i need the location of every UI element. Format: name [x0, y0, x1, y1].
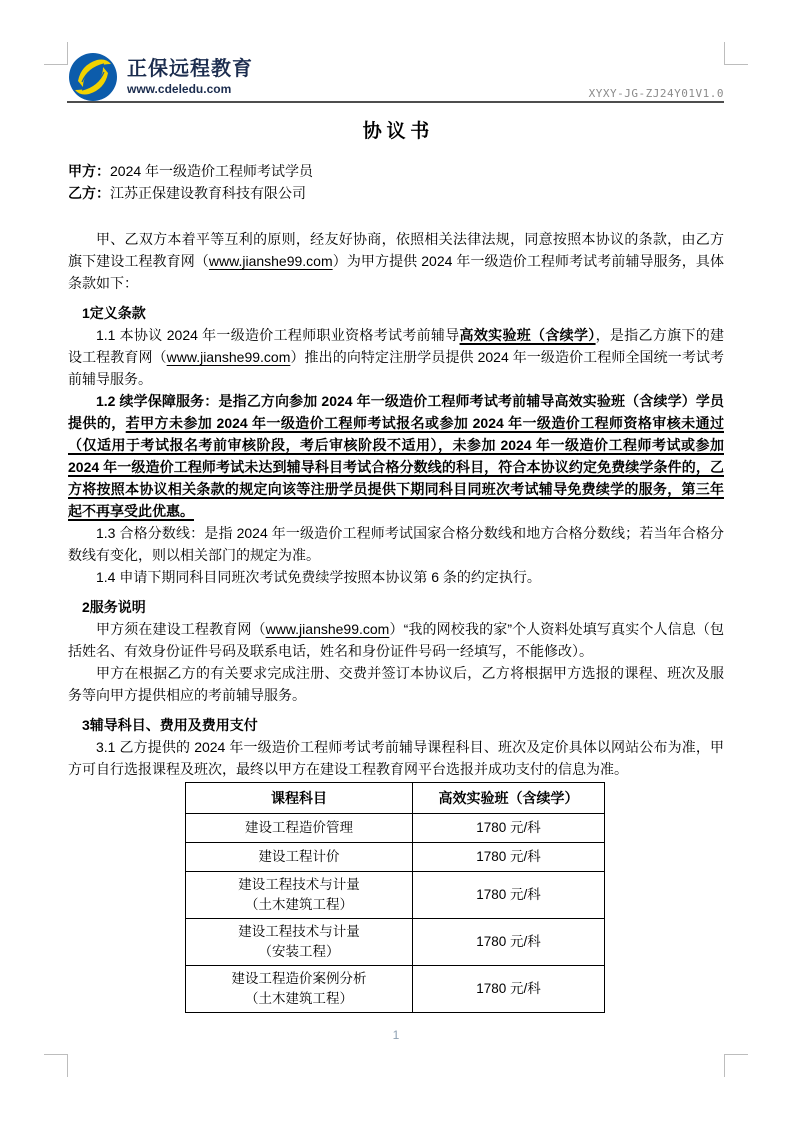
text-run: 3.1 乙方提供的 2024 年一级造价工程师考试考前辅导课程科目、班次及定价具体以网站公布为准，甲方可自行选报课程及班次，最终以甲方在建设工程教育网平台选报并成功支付的信息为准。 [68, 739, 724, 777]
text-run: 若甲方未参加 2024 年一级造价工程师考试报名或参加 2024 年一级造价工程师资格审核未通过（仅适用于考试报名考前审核阶段，考后审核阶段不适用），未参加 2024 年一级造价工程师考试或参加 2024 年一级造价工程师考试未达到辅导科目考试合格分数线的科目，符合本协议约定免费续学条件的，乙方将按照本协议相关条款的规定向该等注册学员提供下期同科目同班次考试辅导免费续学的服务，第三年起不再享受此优惠。 [68, 415, 724, 519]
crop-mark-bottom-right [724, 1054, 748, 1077]
party-a-label: 甲方： [68, 163, 110, 179]
column-header-class: 高效实验班（含续学） [413, 783, 605, 814]
paragraph [68, 522, 724, 566]
text-run: 1.3 合格分数线：是指 2024 年一级造价工程师考试国家合格分数线和地方合格分数线；若当年合格分数线有变化，则以相关部门的规定为准。 [68, 525, 724, 563]
paragraph [68, 736, 724, 780]
parties-block [68, 160, 724, 204]
text-run: 甲方在根据乙方的有关要求完成注册、交费并签订本协议后，乙方将根据甲方选报的课程、班次及服务等向甲方提供相应的考前辅导服务。 [68, 665, 724, 703]
course-price-cell: 1780 元/科 [413, 872, 605, 919]
section-heading [68, 596, 724, 618]
brand-logo [68, 52, 253, 102]
text-run: www.jianshe99.com [208, 253, 333, 269]
course-price-cell: 1780 元/科 [413, 919, 605, 966]
party-a-line [68, 160, 724, 182]
course-subject-line: （土木建筑工程） [245, 991, 353, 1006]
table-row [186, 814, 605, 843]
course-subject-cell [186, 872, 413, 919]
document-title: 协 议 书 [362, 121, 430, 142]
course-subject-line: 建设工程造价管理 [245, 820, 353, 835]
paragraph [68, 390, 724, 522]
paragraph [68, 618, 724, 662]
text-run: ）为甲方提供 2024 年一级造价工程师考试考前辅导服务，具体条款如下： [68, 253, 724, 291]
table-row [186, 919, 605, 966]
course-subject-line: 建设工程技术与计量 [238, 924, 360, 939]
text-run: 1.2 续学保障服务：是指乙方向参加 2024 年一级造价工程师考试考前辅导高效实验班（含续学）学员提供的， [68, 393, 724, 431]
text-run: 甲方须在建设工程教育网（ [96, 621, 266, 637]
course-subject-cell [186, 814, 413, 843]
paragraph [68, 324, 724, 390]
party-b-value: 江苏正保建设教育科技有限公司 [110, 185, 306, 201]
course-subject-line: 建设工程计价 [258, 849, 340, 864]
table-header-row [186, 783, 605, 814]
text-run: 甲、乙双方本着平等互利的原则，经友好协商，依照相关法律法规，同意按照本协议的条款，由乙方旗下建设工程教育网（ [68, 231, 724, 269]
text-run: ）“我的网校我的家”个人资料处填写真实个人信息（包括姓名、有效身份证件号码及联系电话，姓名和身份证件号码一经填写，不能修改）。 [68, 621, 725, 659]
text-run: 3辅导科目、费用及费用支付 [82, 717, 258, 733]
brand-text [127, 59, 253, 96]
paragraph [68, 566, 724, 588]
crop-mark-bottom-left [44, 1054, 68, 1077]
text-run: 高效实验班（含续学） [459, 327, 596, 343]
crop-mark-top-right [724, 42, 748, 65]
text-run: ，是指乙方旗下的建设工程教育网（ [68, 327, 725, 365]
paragraph [68, 228, 724, 294]
course-subject-line: 建设工程技术与计量 [238, 877, 360, 892]
text-run: 2服务说明 [82, 599, 146, 615]
course-price-cell: 1780 元/科 [413, 814, 605, 843]
table-row [186, 843, 605, 872]
course-price-cell: 1780 元/科 [413, 843, 605, 872]
page-header [68, 50, 724, 102]
table-row [186, 872, 605, 919]
document-body [68, 222, 724, 780]
course-subject-cell [186, 966, 413, 1013]
header-rule [67, 101, 724, 103]
course-subject-line: （安装工程） [258, 944, 340, 959]
course-subject-cell [186, 919, 413, 966]
column-header-subject: 课程科目 [186, 783, 413, 814]
section-heading [68, 302, 724, 324]
party-b-line [68, 182, 724, 204]
doc-code: XYXY-JG-ZJ24Y01V1.0 [588, 87, 724, 100]
text-run: 1定义条款 [82, 305, 146, 321]
course-subject-line: （土木建筑工程） [245, 897, 353, 912]
party-b-label: 乙方： [68, 185, 110, 201]
text-run: www.jianshe99.com [265, 621, 390, 637]
course-subject-line: 建设工程造价案例分析 [231, 971, 367, 986]
text-run: www.jianshe99.com [166, 349, 291, 365]
text-run: 1.1 本协议 2024 年一级造价工程师职业资格考试考前辅导 [96, 327, 460, 343]
paragraph [68, 662, 724, 706]
course-price-cell: 1780 元/科 [413, 966, 605, 1013]
course-subject-cell [186, 843, 413, 872]
course-price-table [185, 782, 605, 1013]
page-number: 1 [392, 1028, 400, 1042]
brand-url: www.cdeledu.com [127, 81, 232, 96]
text-run: 1.4 申请下期同科目同班次考试免费续学按照本协议第 6 条的约定执行。 [96, 569, 541, 585]
section-heading [68, 714, 724, 736]
brand-logo-icon [68, 52, 118, 102]
table-row [186, 966, 605, 1013]
text-run: ）推出的向特定注册学员提供 2024 年一级造价工程师全国统一考试考前辅导服务。 [68, 349, 724, 387]
crop-mark-top-left [44, 42, 68, 65]
page-footer [0, 1026, 792, 1044]
brand-name: 正保远程教育 [127, 57, 253, 80]
party-a-value: 2024 年一级造价工程师考试学员 [110, 163, 314, 179]
